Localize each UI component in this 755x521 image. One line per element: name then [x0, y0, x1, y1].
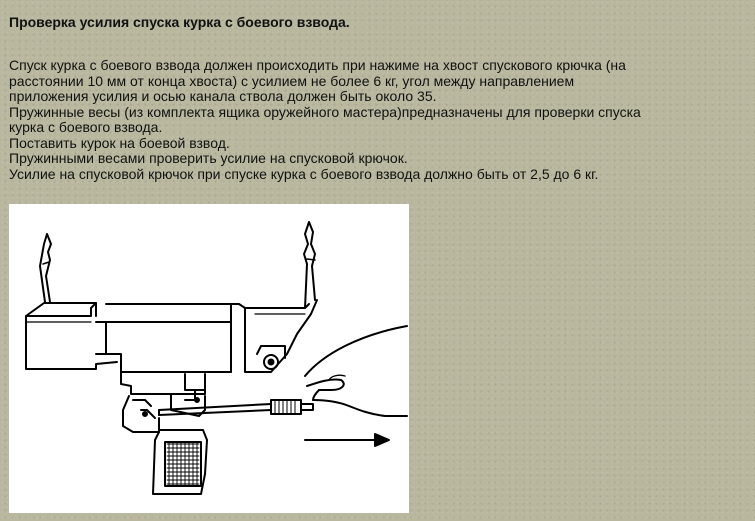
trigger-pull-gauge-diagram-icon [9, 204, 409, 513]
text-line: курка с боевого взвода. [9, 119, 163, 135]
instruction-text [9, 58, 749, 182]
text-line: приложения усилия и осью канала ствола должен быть около 35. [9, 88, 437, 104]
page-title: Проверка усилия спуска курка с боевого взвода. [9, 14, 350, 30]
text-line: Спуск курка с боевого взвода должен происходить при нажиме на хвост спускового крючка (на [9, 57, 626, 73]
text-line: Усилие на спусковой крючок при спуске курка с боевого взвода должно быть от 2,5 до 6 кг. [9, 165, 599, 182]
text-line: Пружинные весы (из комплекта ящика оружейного мастера)предназначены для проверки спуска [9, 103, 641, 120]
text-line: Пружинными весами проверить усилие на спусковой крючок. [9, 150, 408, 166]
text-line: расстоянии 10 мм от конца хвоста) с усилием не более 6 кг, угол между направлением [9, 72, 575, 89]
text-line: Поставить курок на боевой взвод. [9, 134, 230, 151]
